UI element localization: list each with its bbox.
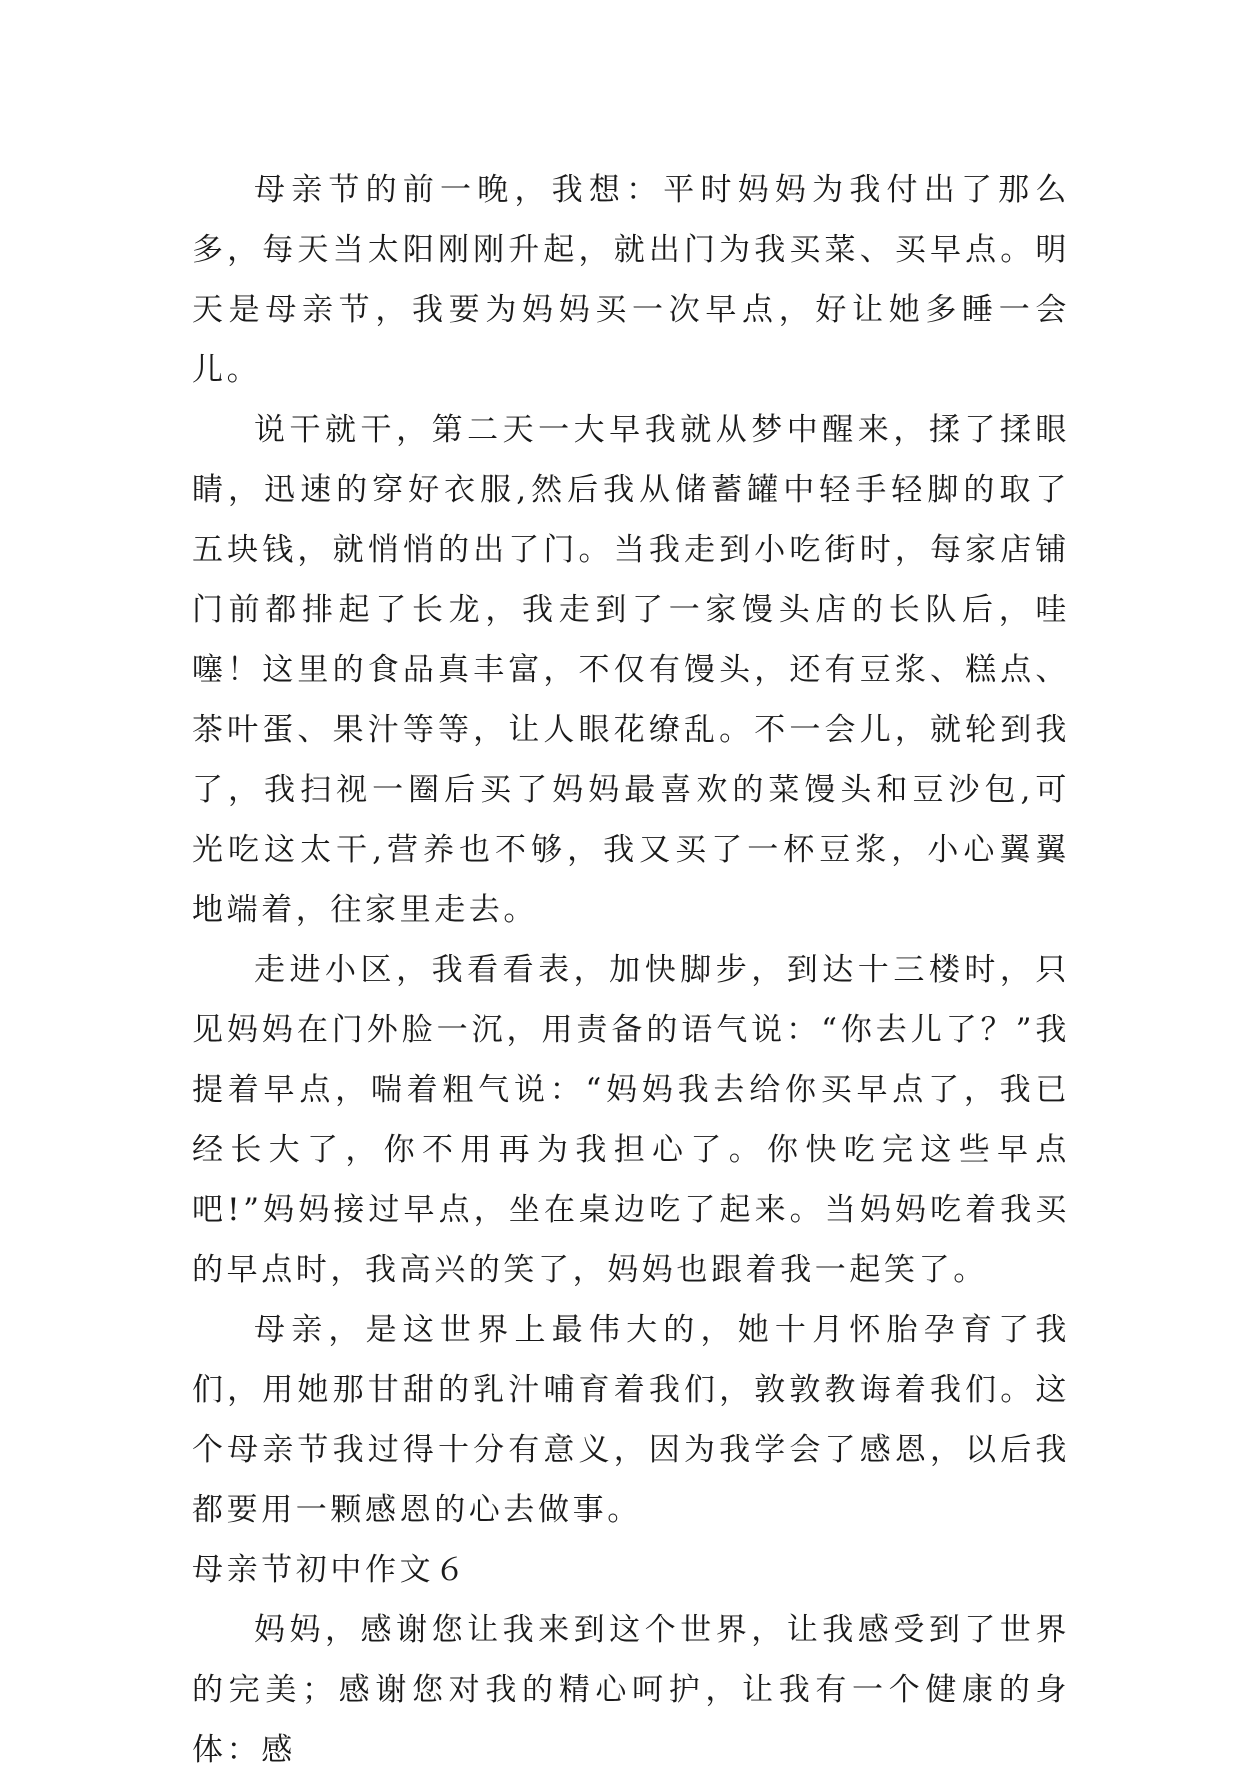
paragraph: 妈妈，感谢您让我来到这个世界，让我感受到了世界的完美；感谢您对我的精心呵护，让我有一个健康的身体：感: [192, 1612, 1070, 1768]
paragraph: 说干就干，第二天一大早我就从梦中醒来，揉了揉眼睛，迅速的穿好衣服,然后我从储蓄罐中轻手轻脚的取了五块钱，就悄悄的出了门。当我走到小吃街时，每家店铺门前都排起了长龙，我走到了一家馒头店的长队后，哇噻！这里的食品真丰富，不仅有馒头，还有豆浆、糕点、茶叶蛋、果汁等等，让人眼花缭乱。不一会儿，就轮到我了，我扫视一圈后买了妈妈最喜欢的菜馒头和豆沙包,可光吃这太干,营养也不够，我又买了一杯豆浆，小心翼翼地端着，往家里走去。: [192, 412, 1070, 928]
paragraph: 走进小区，我看看表，加快脚步，到达十三楼时，只见妈妈在门外脸一沉，用责备的语气说：“你去儿了？”我提着早点，喘着粗气说：“妈妈我去给你买早点了，我已经长大了，你不用再为我担心了。你快吃完这些早点吧!”妈妈接过早点，坐在桌边吃了起来。当妈妈吃着我买的早点时，我高兴的笑了，妈妈也跟着我一起笑了。: [192, 952, 1070, 1288]
section-title: 母亲节初中作文６: [192, 1552, 469, 1588]
paragraph: 母亲，是这世界上最伟大的，她十月怀胎孕育了我们，用她那甘甜的乳汁哺育着我们，敦敦教诲着我们。这个母亲节我过得十分有意义，因为我学会了感恩，以后我都要用一颗感恩的心去做事。: [192, 1312, 1070, 1528]
paragraph: 母亲节的前一晚，我想：平时妈妈为我付出了那么多，每天当太阳刚刚升起，就出门为我买菜、买早点。明天是母亲节，我要为妈妈买一次早点，好让她多睡一会儿。: [192, 172, 1070, 388]
document-body: [192, 160, 1070, 1780]
